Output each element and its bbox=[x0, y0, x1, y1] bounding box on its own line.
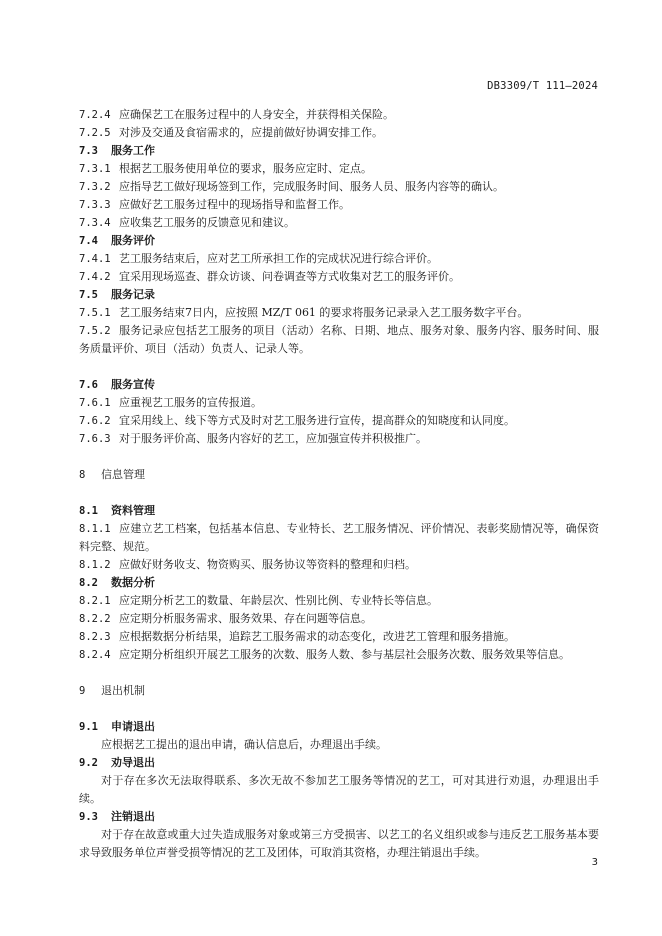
section-number: 8.2 bbox=[79, 577, 98, 589]
clause-number: 7.3.3 bbox=[79, 199, 111, 211]
section-title: 申请退出 bbox=[111, 720, 155, 733]
chapter-title: 信息管理 bbox=[101, 468, 145, 481]
clause-7-3-1 bbox=[79, 160, 599, 178]
document-body bbox=[79, 106, 599, 862]
clause-7-6-2 bbox=[79, 412, 599, 430]
clause-8-2-4 bbox=[79, 646, 599, 664]
section-title: 数据分析 bbox=[111, 576, 155, 589]
section-number: 7.4 bbox=[79, 235, 98, 247]
section-9-3-paragraph: 对于存在故意或重大过失造成服务对象或第三方受损害、以艺工的名义组织或参与违反艺工服务基本要求导致服务单位声誉受损等情况的艺工及团体，可取消其资格，办理注销退出手续。 bbox=[79, 828, 599, 859]
section-9-2-heading bbox=[79, 754, 599, 772]
section-8-2-heading bbox=[79, 574, 599, 592]
section-number: 9.3 bbox=[79, 811, 98, 823]
clause-text: 艺工服务结束7日内，应按照 MZ/T 061 的要求将服务记录录入艺工服务数字平台。 bbox=[119, 306, 529, 319]
clause-number: 7.4.1 bbox=[79, 253, 111, 265]
section-8-1-heading bbox=[79, 502, 599, 520]
section-9-3-heading bbox=[79, 808, 599, 826]
section-7-5-heading bbox=[79, 286, 599, 304]
clause-text: 宜采用线上、线下等方式及时对艺工服务进行宣传，提高群众的知晓度和认同度。 bbox=[119, 414, 515, 427]
chapter-8-heading bbox=[79, 466, 599, 484]
clause-8-1-2 bbox=[79, 556, 599, 574]
clause-text: 根据艺工服务使用单位的要求，服务应定时、定点。 bbox=[119, 162, 372, 175]
clause-7-2-5 bbox=[79, 124, 599, 142]
section-7-6-heading bbox=[79, 376, 599, 394]
clause-text: 应定期分析服务需求、服务效果、存在问题等信息。 bbox=[119, 612, 372, 625]
clause-8-1-1 bbox=[79, 520, 599, 556]
chapter-number: 9 bbox=[79, 685, 86, 697]
chapter-9-heading bbox=[79, 682, 599, 700]
section-number: 7.3 bbox=[79, 145, 98, 157]
clause-text: 对涉及交通及食宿需求的，应提前做好协调安排工作。 bbox=[119, 126, 383, 139]
clause-number: 7.3.2 bbox=[79, 181, 111, 193]
clause-number: 8.1.2 bbox=[79, 559, 111, 571]
clause-number: 8.2.4 bbox=[79, 649, 111, 661]
clause-8-2-1 bbox=[79, 592, 599, 610]
clause-8-2-3 bbox=[79, 628, 599, 646]
clause-number: 7.6.3 bbox=[79, 433, 111, 445]
clause-text: 应根据数据分析结果，追踪艺工服务需求的动态变化，改进艺工管理和服务措施。 bbox=[119, 630, 515, 643]
clause-7-2-4 bbox=[79, 106, 599, 124]
clause-text: 对于服务评价高、服务内容好的艺工，应加强宣传并积极推广。 bbox=[119, 432, 427, 445]
clause-7-3-4 bbox=[79, 214, 599, 232]
clause-text: 应重视艺工服务的宣传报道。 bbox=[119, 396, 262, 409]
clause-text: 应指导艺工做好现场签到工作，完成服务时间、服务人员、服务内容等的确认。 bbox=[119, 180, 504, 193]
clause-number: 7.4.2 bbox=[79, 271, 111, 283]
clause-number: 8.2.1 bbox=[79, 595, 111, 607]
section-title: 服务记录 bbox=[111, 288, 155, 301]
section-number: 9.2 bbox=[79, 757, 98, 769]
clause-7-6-1 bbox=[79, 394, 599, 412]
clause-8-2-2 bbox=[79, 610, 599, 628]
section-title: 服务工作 bbox=[111, 144, 155, 157]
clause-number: 7.2.5 bbox=[79, 127, 111, 139]
clause-text: 应做好艺工服务过程中的现场指导和监督工作。 bbox=[119, 198, 350, 211]
section-number: 9.1 bbox=[79, 721, 98, 733]
clause-number: 7.2.4 bbox=[79, 109, 111, 121]
clause-7-5-1 bbox=[79, 304, 599, 322]
clause-number: 7.6.2 bbox=[79, 415, 111, 427]
clause-number: 8.2.3 bbox=[79, 631, 111, 643]
section-title: 服务评价 bbox=[111, 234, 155, 247]
document-code: DB3309/T 111—2024 bbox=[487, 80, 598, 92]
clause-number: 7.3.1 bbox=[79, 163, 111, 175]
clause-text: 艺工服务结束后，应对艺工所承担工作的完成状况进行综合评价。 bbox=[119, 252, 438, 265]
clause-text: 应定期分析组织开展艺工服务的次数、服务人数、参与基层社会服务次数、服务效果等信息。 bbox=[119, 648, 570, 661]
section-9-2-paragraph: 对于存在多次无法取得联系、多次无故不参加艺工服务等情况的艺工，可对其进行劝退，办理退出手续。 bbox=[79, 774, 599, 805]
clause-text: 宜采用现场巡查、群众访谈、问卷调查等方式收集对艺工的服务评价。 bbox=[119, 270, 460, 283]
clause-text: 应确保艺工在服务过程中的人身安全，并获得相关保险。 bbox=[119, 108, 394, 121]
clause-7-6-3 bbox=[79, 430, 599, 448]
clause-number: 8.2.2 bbox=[79, 613, 111, 625]
clause-text: 应收集艺工服务的反馈意见和建议。 bbox=[119, 216, 295, 229]
clause-text: 服务记录应包括艺工服务的项目（活动）名称、日期、地点、服务对象、服务内容、服务时间、服务质量评价、项目（活动）负责人、记录人等。 bbox=[79, 324, 599, 355]
clause-number: 7.5.1 bbox=[79, 307, 111, 319]
clause-text: 应定期分析艺工的数量、年龄层次、性别比例、专业特长等信息。 bbox=[119, 594, 438, 607]
section-7-4-heading bbox=[79, 232, 599, 250]
chapter-title: 退出机制 bbox=[101, 684, 145, 697]
section-title: 注销退出 bbox=[111, 810, 155, 823]
clause-7-4-2 bbox=[79, 268, 599, 286]
section-7-3-heading bbox=[79, 142, 599, 160]
chapter-number: 8 bbox=[79, 469, 86, 481]
section-title: 资料管理 bbox=[111, 504, 155, 517]
page-number: 3 bbox=[591, 857, 598, 868]
section-title: 劝导退出 bbox=[111, 756, 155, 769]
clause-number: 7.6.1 bbox=[79, 397, 111, 409]
section-number: 7.6 bbox=[79, 379, 98, 391]
section-9-1-heading bbox=[79, 718, 599, 736]
clause-7-4-1 bbox=[79, 250, 599, 268]
clause-text: 应做好财务收支、物资购买、服务协议等资料的整理和归档。 bbox=[119, 558, 416, 571]
clause-7-5-2 bbox=[79, 322, 599, 358]
section-number: 7.5 bbox=[79, 289, 98, 301]
section-title: 服务宣传 bbox=[111, 378, 155, 391]
clause-number: 7.5.2 bbox=[79, 325, 111, 337]
clause-number: 8.1.1 bbox=[79, 523, 111, 535]
clause-text: 应建立艺工档案，包括基本信息、专业特长、艺工服务情况、评价情况、表彰奖励情况等，确保资料完整、规范。 bbox=[79, 522, 599, 553]
section-9-1-paragraph: 应根据艺工提出的退出申请，确认信息后，办理退出手续。 bbox=[101, 738, 387, 751]
clause-7-3-2 bbox=[79, 178, 599, 196]
clause-number: 7.3.4 bbox=[79, 217, 111, 229]
clause-7-3-3 bbox=[79, 196, 599, 214]
section-number: 8.1 bbox=[79, 505, 98, 517]
